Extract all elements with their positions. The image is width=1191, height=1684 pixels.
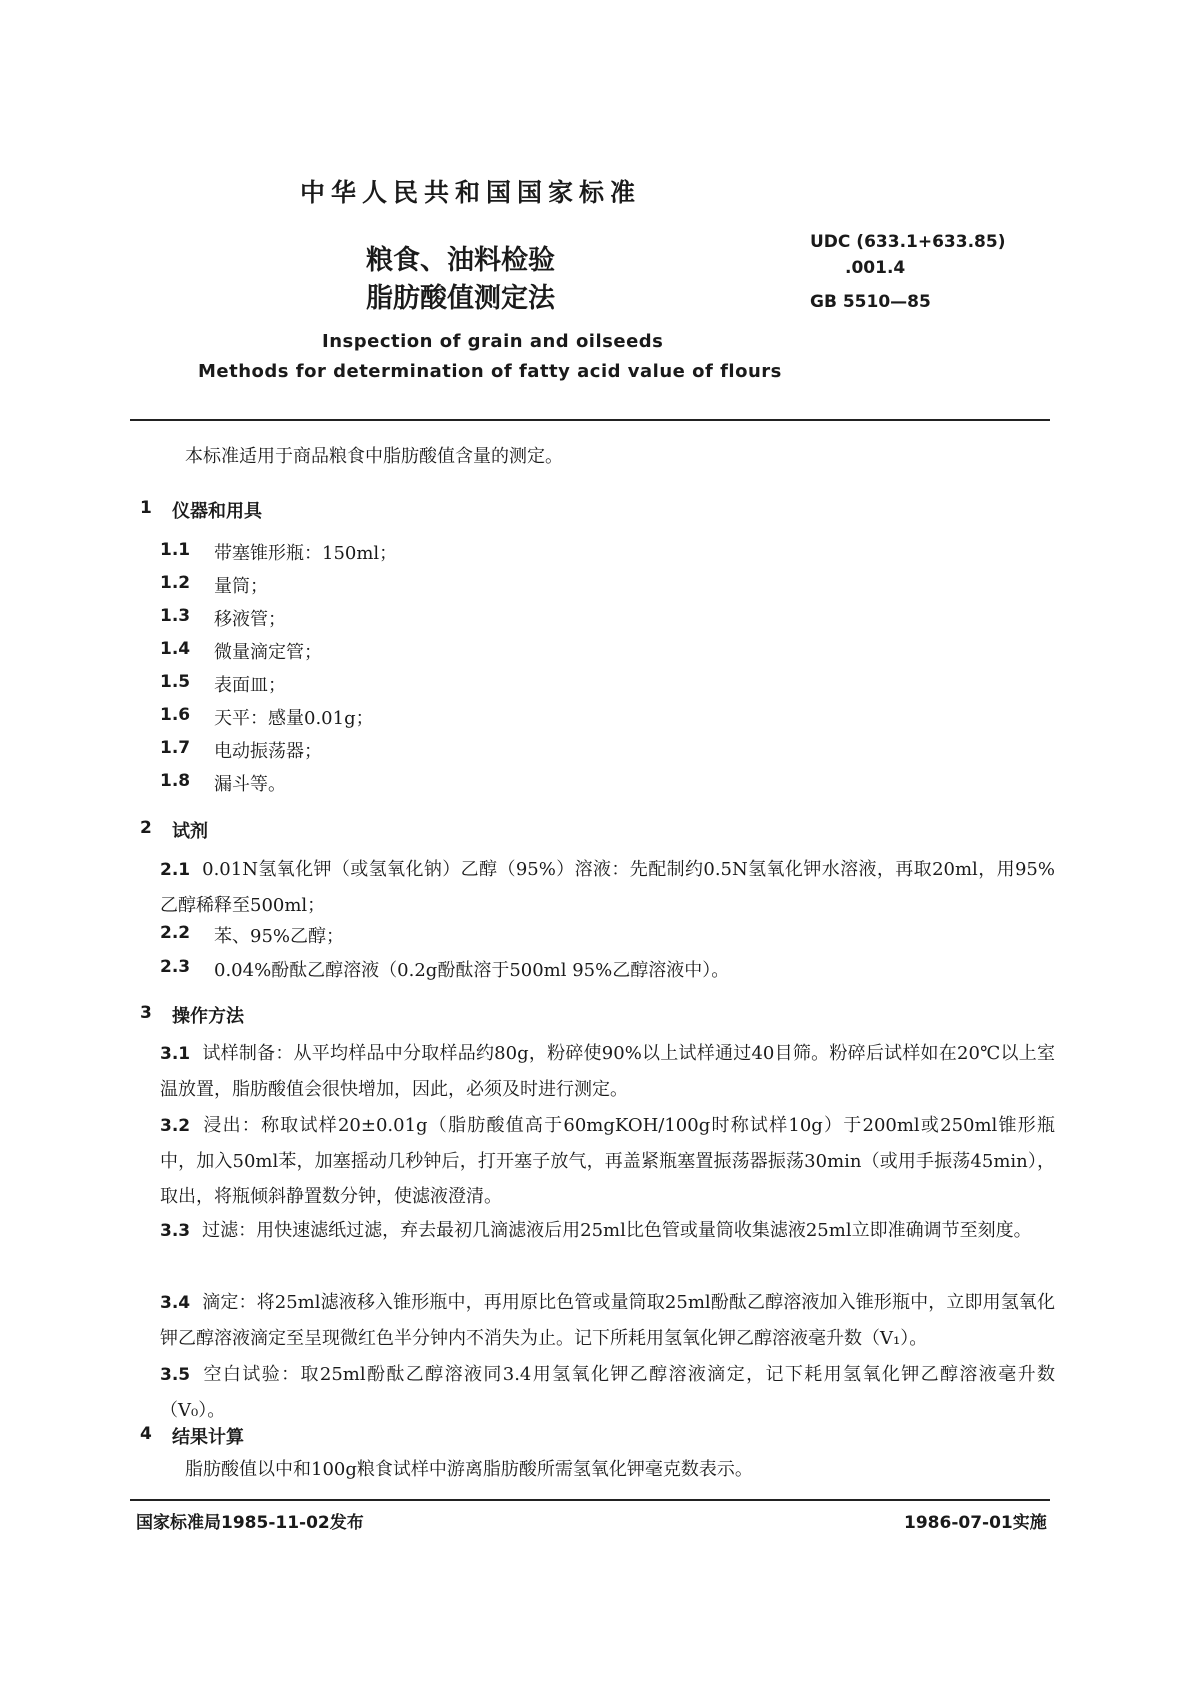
item-number: 2.1 <box>160 860 191 880</box>
item-number: 1.2 <box>160 573 191 593</box>
section-1-number: 1 <box>140 498 152 518</box>
intro-text: 本标准适用于商品粮食中脂肪酸值含量的测定。 <box>185 446 563 467</box>
item-number: 3.5 <box>160 1365 191 1385</box>
item-text: 过滤：用快速滤纸过滤，弃去最初几滴滤液后用25ml比色管或量筒收集滤液25ml立即准确调节至刻度。 <box>202 1220 1032 1241</box>
item-text: 带塞锥形瓶：150ml； <box>214 543 398 564</box>
title-line-2: 脂肪酸值测定法 <box>366 283 555 314</box>
issue-date: 国家标准局1985-11-02发布 <box>136 1513 364 1533</box>
item-text: 量筒； <box>214 576 268 597</box>
item-text: 空白试验：取25ml酚酞乙醇溶液同3.4用氢氧化钾乙醇溶液滴定，记下耗用氢氧化钾乙醇溶液毫升数（V₀）。 <box>160 1364 1055 1421</box>
section-4-number: 4 <box>140 1424 152 1444</box>
item-text: 电动振荡器； <box>214 741 322 762</box>
item-number: 1.1 <box>160 540 191 560</box>
item-text: 试样制备：从平均样品中分取样品约80g，粉碎使90%以上试样通过40目筛。粉碎后试样如在20℃以上室温放置，脂肪酸值会很快增加，因此，必须及时进行测定。 <box>160 1043 1055 1100</box>
procedure-paragraph-3-4 <box>160 1285 1055 1356</box>
item-text: 滴定：将25ml滤液移入锥形瓶中，再用原比色管或量筒取25ml酚酞乙醇溶液加入锥形瓶中，立即用氢氧化钾乙醇溶液滴定至呈现微红色半分钟内不消失为止。记下所耗用氢氧化钾乙醇溶液毫升数（V₁）。 <box>160 1292 1055 1349</box>
section-3-number: 3 <box>140 1003 152 1023</box>
effective-date: 1986-07-01实施 <box>904 1513 1047 1533</box>
procedure-paragraph-3-3 <box>160 1213 1055 1249</box>
procedure-paragraph-3-5 <box>160 1357 1055 1428</box>
udc-code-line-2: .001.4 <box>845 258 906 278</box>
item-text: 天平：感量0.01g； <box>214 708 374 729</box>
udc-code-line-1: UDC (633.1+633.85) <box>810 232 1006 252</box>
item-number: 1.7 <box>160 738 191 758</box>
footer-divider <box>130 1499 1050 1501</box>
item-text: 表面皿； <box>214 675 286 696</box>
item-text: 0.01N氢氧化钾（或氢氧化钠）乙醇（95%）溶液：先配制约0.5N氢氧化钾水溶液，再取20ml，用95%乙醇稀释至500ml； <box>160 859 1055 916</box>
section-4-title: 结果计算 <box>172 1427 244 1448</box>
item-number: 1.4 <box>160 639 191 659</box>
english-title-line-1: Inspection of grain and oilseeds <box>322 331 664 352</box>
section-2-title: 试剂 <box>172 821 208 842</box>
header-divider <box>130 419 1050 421</box>
item-number: 3.3 <box>160 1221 191 1241</box>
section-3-title: 操作方法 <box>172 1006 244 1027</box>
item-number: 2.3 <box>160 957 191 977</box>
result-text: 脂肪酸值以中和100g粮食试样中游离脂肪酸所需氢氧化钾毫克数表示。 <box>185 1459 753 1480</box>
item-number: 3.1 <box>160 1044 191 1064</box>
reagent-paragraph-2-1 <box>160 852 1055 923</box>
section-2-number: 2 <box>140 818 152 838</box>
item-text: 苯、95%乙醇； <box>214 926 345 947</box>
item-number: 2.2 <box>160 923 191 943</box>
item-text: 移液管； <box>214 609 286 630</box>
item-number: 1.5 <box>160 672 191 692</box>
title-line-1: 粮食、油料检验 <box>366 245 555 276</box>
section-1-title: 仪器和用具 <box>172 501 262 522</box>
english-title-line-2: Methods for determination of fatty acid value of flours <box>198 361 782 382</box>
gb-code: GB 5510—85 <box>810 292 931 312</box>
procedure-paragraph-3-1 <box>160 1036 1055 1107</box>
item-number: 1.6 <box>160 705 191 725</box>
item-text: 0.04%酚酞乙醇溶液（0.2g酚酞溶于500ml 95%乙醇溶液中）。 <box>214 960 730 981</box>
item-text: 漏斗等。 <box>214 774 286 795</box>
item-text: 浸出：称取试样20±0.01g（脂肪酸值高于60mgKOH/100g时称试样10g）于200ml或250ml锥形瓶中，加入50ml苯，加塞摇动几秒钟后，打开塞子放气，再盖紧瓶塞置振荡器振荡30min（或用手振荡45min），取出，将瓶倾斜静置数分钟，使滤液澄清。 <box>160 1115 1055 1207</box>
item-number: 3.4 <box>160 1293 191 1313</box>
item-text: 微量滴定管； <box>214 642 322 663</box>
procedure-paragraph-3-2 <box>160 1108 1055 1214</box>
item-number: 1.8 <box>160 771 191 791</box>
item-number: 3.2 <box>160 1116 191 1136</box>
item-number: 1.3 <box>160 606 191 626</box>
national-standard-heading: 中华人民共和国国家标准 <box>300 178 642 207</box>
